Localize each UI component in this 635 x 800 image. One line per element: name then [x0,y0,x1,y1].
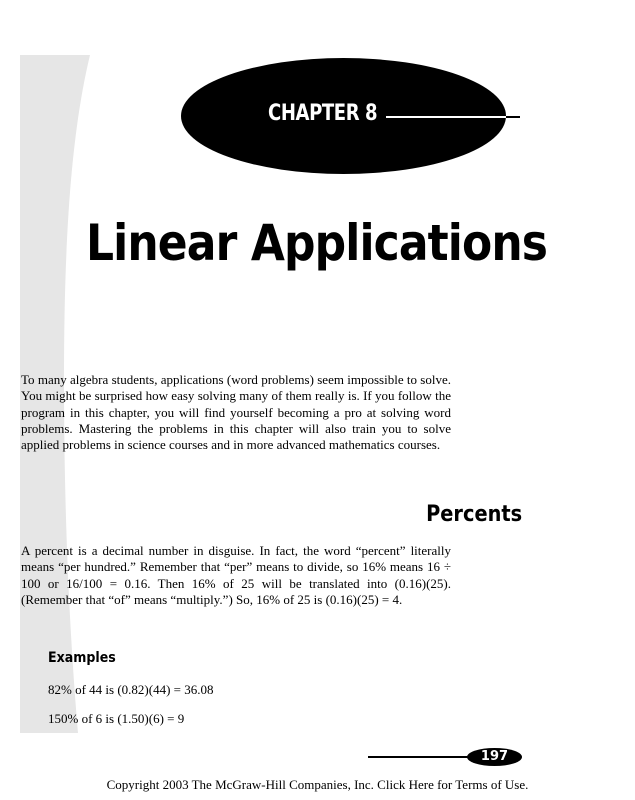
chapter-label: CHAPTER 8 [268,101,378,126]
percents-paragraph: A percent is a decimal number in disguise. In fact, the word “percent” literally means “per hundred.” Remember that “per” means to divide, so 16% means 16 ÷ 100 or 16/100 = 0.16. Then 16% of 25 will be translated into (0.16)(25). (Remember that “of” means “multiply.”) So, 16% of 25 is (0.16)(25) = 4. [21,543,451,607]
example-item: 150% of 6 is (1.50)(6) = 9 [48,711,185,726]
page-number: 197 [480,749,509,764]
chapter-rule [386,116,506,118]
copyright-footer[interactable]: Copyright 2003 The McGraw-Hill Companies, Inc. Click Here for Terms of Use. [106,777,529,792]
section-heading-percents: Percents [425,502,522,527]
examples-heading: Examples [48,650,116,666]
chapter-rule-tail [506,116,520,118]
page-number-rule [368,756,478,758]
chapter-title: Linear Applications [86,214,548,272]
example-item: 82% of 44 is (0.82)(44) = 36.08 [48,682,214,697]
intro-paragraph: To many algebra students, applications (word problems) seem impossible to solve. You might be surprised how easy solving many of them really is. If you follow the program in this chapter, you will find yourself becoming a pro at solving word problems. Mastering the problems in this chapter will also train you to solve applied problems in science courses and in more advanced mathematics courses. [21,372,451,453]
